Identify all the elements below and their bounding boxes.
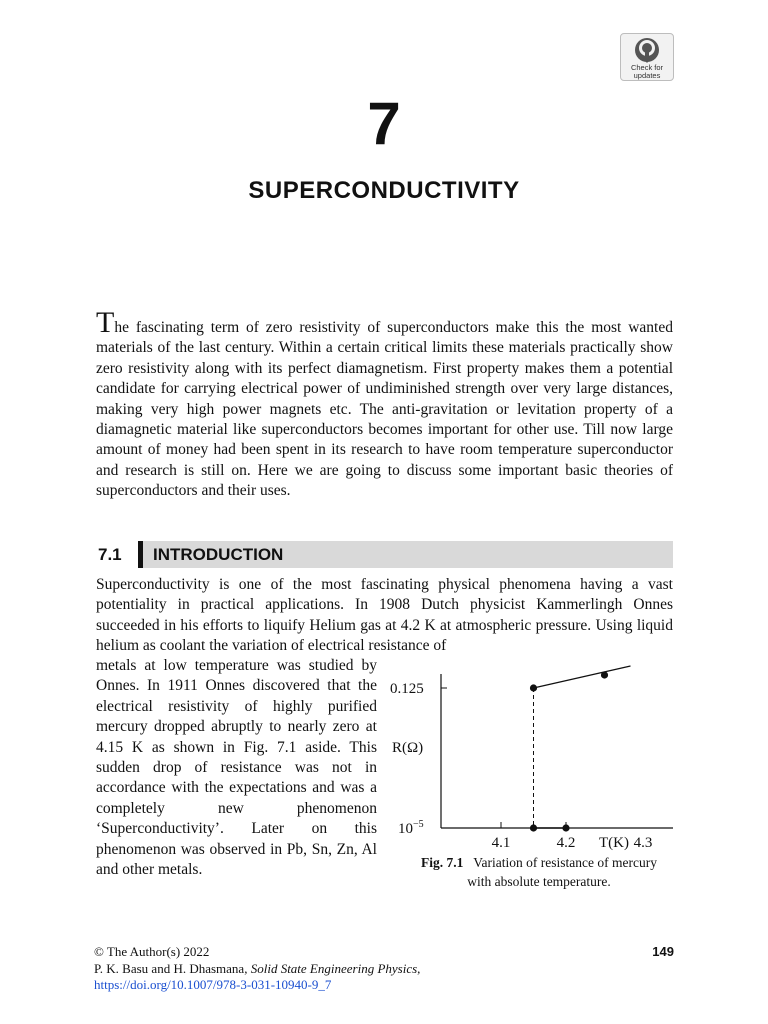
data-point xyxy=(530,684,537,691)
normal-state-line xyxy=(534,666,631,688)
badge-label: Check for updates xyxy=(630,63,664,80)
x-axis-label: T(K) xyxy=(599,835,629,851)
crossmark-icon xyxy=(634,37,660,63)
section-number: 7.1 xyxy=(96,541,138,568)
x-tick-label: 4.1 xyxy=(491,835,511,851)
section-title: INTRODUCTION xyxy=(143,541,673,568)
chapter-number: 7 xyxy=(367,90,401,157)
doi-link[interactable]: https://doi.org/10.1007/978-3-031-10940-9_7 xyxy=(94,977,332,992)
check-for-updates-badge[interactable] xyxy=(620,33,674,81)
resistance-chart xyxy=(388,660,678,860)
page-number: 149 xyxy=(652,944,674,959)
x-tick-label: 4.2 xyxy=(556,835,576,851)
y-tick-exponent: −5 xyxy=(413,819,424,830)
data-point xyxy=(601,671,608,678)
data-point xyxy=(530,824,537,831)
copyright: © The Author(s) 2022 xyxy=(94,944,210,959)
intro-paragraph: The fascinating term of zero resistivity of superconductors make this the most wanted materials of the last century. Within a certain critical limits these materials practically show zero resistivity along with its perfect diamagnetism. First property makes them a potential candidate for carrying electrical power of undiminished strength over very large distances, making very high power magnets etc. The anti-gravitation or levitation property of a diamagnetic material like superconductors becomes important for other use. Till now large amount of money had been spent in its research to have room temperature superconductor and research is still on. Here we are going to discuss some important basic theories of superconductors and their uses. xyxy=(96,306,673,500)
figure-caption: Fig. 7.1 Variation of resistance of mercury with absolute temperature. xyxy=(421,855,657,889)
y-tick-label: $10^{-5}$ xyxy=(398,819,424,837)
body-paragraph-wrapped: metals at low temperature was studied by Onnes. In 1911 Onnes discovered that the electrical resistivity of highly purified mercury dropped abruptly to nearly zero at 4.15 K as shown in Fig. 7.1 aside. This sudden drop of resistance was not in accordance with the expectations and was a completely new phenomenon ‘Superconductivity’. Later on this phenomenon was observed in Pb, Sn, Zn, Al and other metals. xyxy=(96,657,377,879)
chapter-title: SUPERCONDUCTIVITY xyxy=(248,177,520,204)
section-heading xyxy=(96,541,673,568)
figure-7-1 xyxy=(388,660,678,860)
data-point xyxy=(562,824,569,831)
citation: P. K. Basu and H. Dhasmana, Solid State Engineering Physics, xyxy=(94,960,421,976)
drop-cap: T xyxy=(96,306,115,339)
body-paragraph: Superconductivity is one of the most fascinating physical phenomena having a vast potentiality in practical applications. In 1908 Dutch physicist Kammerlingh Onnes succeeded in his efforts to liquify Helium gas at 4.2 K at atmospheric pressure. Using liquid helium as coolant the variation of electrical resistance of xyxy=(96,576,673,655)
page-footer xyxy=(94,944,674,994)
x-tick-label: 4.3 xyxy=(633,835,653,851)
y-axis-label: R(Ω) xyxy=(392,740,424,756)
y-tick-label: 0.125 xyxy=(390,681,424,697)
